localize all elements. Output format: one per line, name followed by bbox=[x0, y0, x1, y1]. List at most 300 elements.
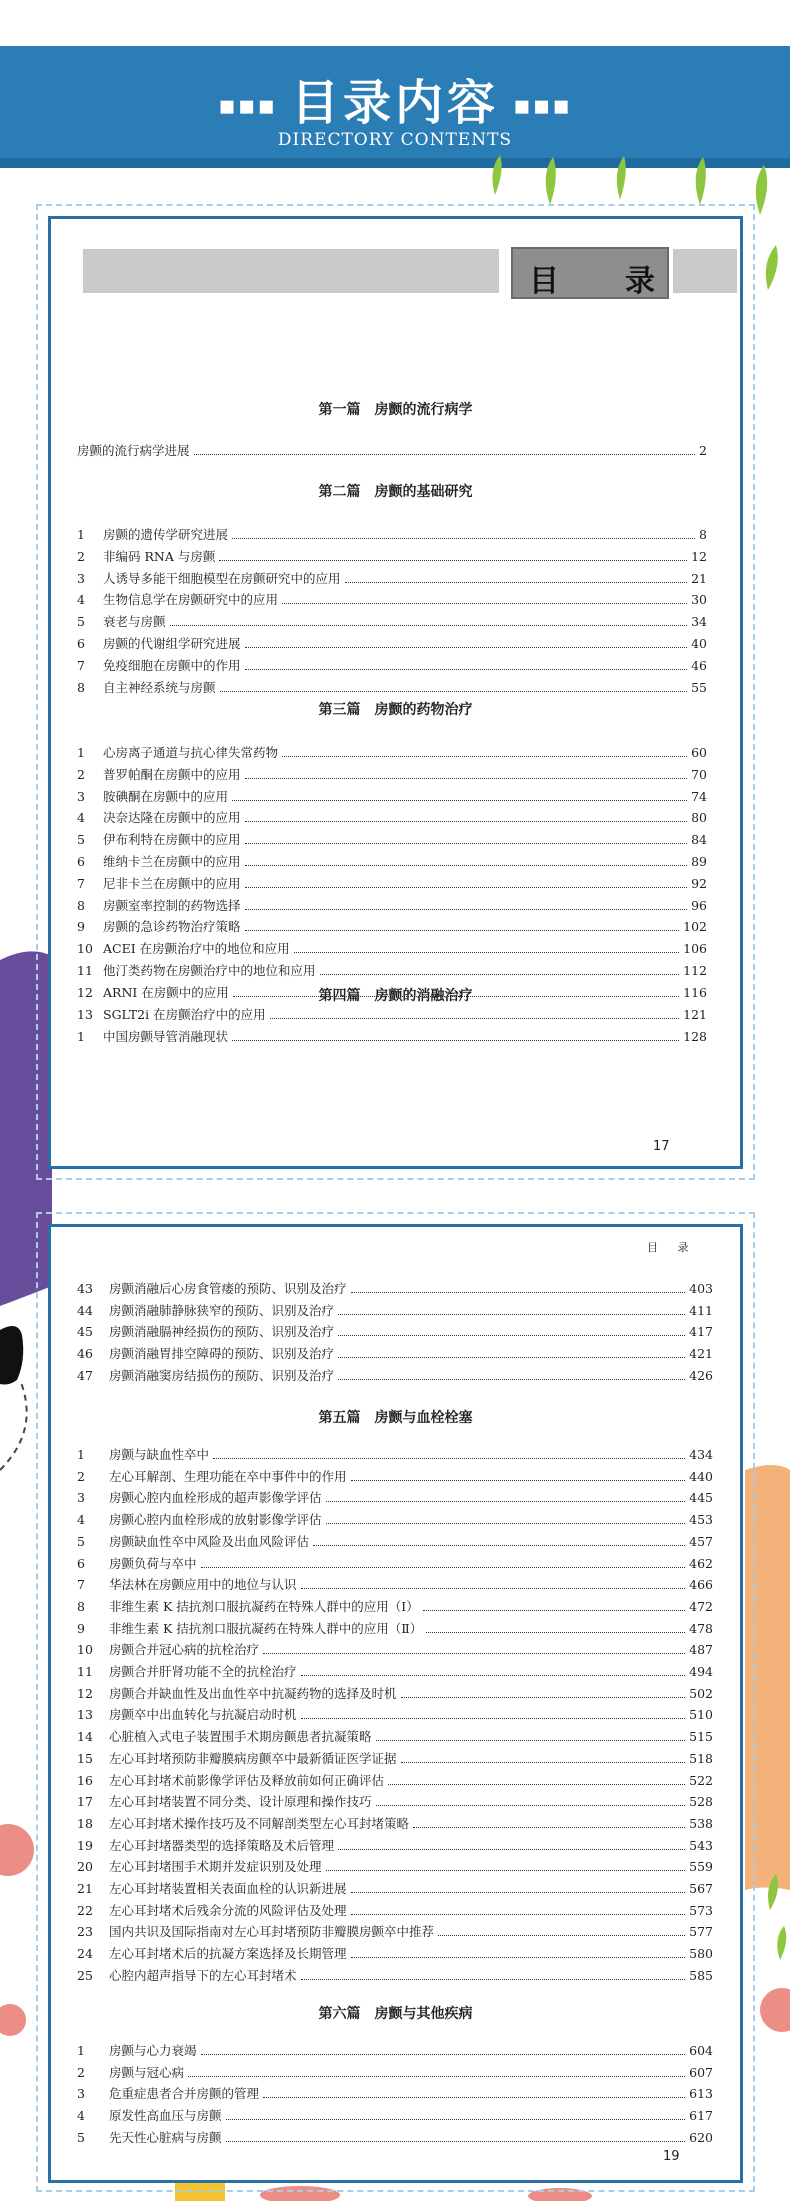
toc-entry[interactable] bbox=[77, 830, 707, 850]
dot-leader bbox=[320, 973, 680, 975]
entry-page: 89 bbox=[691, 854, 707, 869]
entry-page: 522 bbox=[689, 1772, 713, 1788]
entry-title: 房颤缺血性卒中风险及出血风险评估 bbox=[109, 1533, 310, 1549]
entry-number: 17 bbox=[77, 1794, 93, 1810]
dot-leader bbox=[338, 1334, 685, 1336]
entry-page: 457 bbox=[689, 1533, 713, 1549]
toc-entry[interactable] bbox=[77, 1005, 707, 1025]
toc-entry[interactable] bbox=[77, 917, 707, 937]
entry-page: 84 bbox=[691, 832, 707, 848]
dot-leader bbox=[226, 2118, 686, 2120]
entry-title: 房颤的急诊药物治疗策略 bbox=[103, 919, 241, 935]
toc-entry[interactable] bbox=[77, 2084, 713, 2104]
entry-number: 3 bbox=[77, 2086, 85, 2102]
dot-leader bbox=[351, 1956, 686, 1958]
entry-page: 487 bbox=[689, 1642, 713, 1658]
dot-leader bbox=[376, 1804, 686, 1806]
entry-page: 403 bbox=[689, 1281, 713, 1296]
entry-title: 房颤卒中出血转化与抗凝启动时机 bbox=[109, 1707, 297, 1723]
entry-number: 4 bbox=[77, 1512, 85, 1528]
dot-leader bbox=[245, 668, 688, 670]
entry-page: 518 bbox=[689, 1750, 713, 1766]
entry-page: 585 bbox=[689, 1967, 713, 1983]
toc-entry[interactable] bbox=[77, 1836, 713, 1856]
page-number: 17 bbox=[653, 1139, 670, 1154]
entry-title: 尼非卡兰在房颤中的应用 bbox=[103, 875, 241, 891]
toc-entry[interactable] bbox=[77, 1597, 713, 1617]
dot-leader bbox=[338, 1848, 685, 1850]
entry-page: 445 bbox=[689, 1490, 713, 1506]
toc-entry[interactable] bbox=[77, 1814, 713, 1834]
entry-number: 9 bbox=[77, 1620, 85, 1636]
entry-page: 607 bbox=[689, 2064, 713, 2080]
entry-page: 502 bbox=[689, 1685, 713, 1701]
toc-entry[interactable] bbox=[77, 1488, 713, 1508]
black-brush-decor bbox=[0, 1326, 23, 1385]
dot-leader bbox=[401, 1761, 686, 1763]
dot-leader bbox=[301, 1978, 686, 1980]
entry-page: 116 bbox=[683, 984, 707, 1000]
entry-number: 8 bbox=[77, 679, 85, 695]
entry-number: 18 bbox=[77, 1815, 93, 1831]
entry-title: 左心耳封堵装置相关表面血栓的认识新进展 bbox=[109, 1881, 347, 1896]
entry-title: ARNI 在房颤中的应用 bbox=[103, 984, 229, 1000]
entry-number: 15 bbox=[77, 1750, 93, 1766]
entry-number: 11 bbox=[77, 963, 93, 978]
entry-title: 心脏植入式电子装置围手术期房颤患者抗凝策略 bbox=[109, 1729, 372, 1745]
entry-page: 112 bbox=[683, 963, 707, 978]
entry-page: 543 bbox=[689, 1837, 713, 1853]
dot-leader bbox=[313, 1544, 685, 1546]
entry-title: 房颤合并缺血性及出血性卒中抗凝药物的选择及时机 bbox=[109, 1685, 397, 1701]
dot-leader bbox=[220, 690, 688, 692]
section-heading: 第四篇 房颤的消融治疗 bbox=[318, 988, 473, 1004]
toc-entry[interactable] bbox=[77, 1575, 713, 1595]
toc-entry[interactable] bbox=[77, 2106, 713, 2126]
entry-title: 非编码 RNA 与房颤 bbox=[103, 548, 216, 564]
dot-leader bbox=[232, 1039, 679, 1041]
entry-page: 472 bbox=[689, 1598, 713, 1614]
entry-number: 14 bbox=[77, 1729, 93, 1745]
entry-title: 房颤消融后心房食管瘘的预防、识别及治疗 bbox=[109, 1281, 347, 1296]
entry-number: 2 bbox=[77, 766, 85, 782]
toc-entry[interactable] bbox=[77, 1366, 713, 1386]
entry-title: 左心耳封堵术操作技巧及不同解剖类型左心耳封堵策略 bbox=[109, 1815, 410, 1831]
entry-page: 559 bbox=[689, 1859, 713, 1875]
toc-entry[interactable] bbox=[77, 1792, 713, 1812]
entry-page: 613 bbox=[689, 2086, 713, 2102]
dot-leader bbox=[282, 602, 687, 604]
toc-page-19 bbox=[48, 1224, 743, 2183]
entry-number: 12 bbox=[77, 1685, 93, 1701]
toc-entry[interactable] bbox=[77, 612, 707, 632]
entry-number: 8 bbox=[77, 1598, 85, 1614]
entry-page: 80 bbox=[691, 810, 707, 826]
entry-title: 房颤的遗传学研究进展 bbox=[103, 527, 229, 542]
section-heading: 第五篇 房颤与血栓栓塞 bbox=[318, 1410, 473, 1426]
entry-title: 心腔内超声指导下的左心耳封堵术 bbox=[109, 1967, 297, 1983]
entry-page: 604 bbox=[689, 2043, 713, 2058]
entry-title: 房颤消融肺静脉狭窄的预防、识别及治疗 bbox=[109, 1302, 335, 1318]
entry-page: 620 bbox=[689, 2129, 713, 2145]
dot-leader bbox=[263, 2096, 685, 2098]
entry-page: 55 bbox=[691, 679, 707, 695]
entry-title: 房颤消融膈神经损伤的预防、识别及治疗 bbox=[109, 1324, 335, 1340]
entry-number: 13 bbox=[77, 1006, 93, 1022]
dot-leader bbox=[301, 1674, 686, 1676]
entry-title: 自主神经系统与房颤 bbox=[103, 679, 216, 695]
entry-page: 34 bbox=[691, 614, 707, 630]
dot-leader bbox=[245, 908, 688, 910]
dot-leader bbox=[326, 1500, 686, 1502]
entry-title: 生物信息学在房颤研究中的应用 bbox=[103, 592, 279, 608]
entry-title: 国内共识及国际指南对左心耳封堵预防非瓣膜房颤卒中推荐 bbox=[109, 1924, 435, 1940]
entry-number: 20 bbox=[77, 1859, 93, 1875]
dot-leader bbox=[219, 559, 687, 561]
dot-leader bbox=[351, 1291, 686, 1293]
entry-page: 70 bbox=[691, 766, 707, 782]
dashed-line-decor bbox=[0, 1380, 27, 1470]
entry-title: 房颤与缺血性卒中 bbox=[109, 1447, 210, 1462]
entry-title: 非维生素 K 拮抗剂口服抗凝药在特殊人群中的应用（Ⅱ） bbox=[109, 1620, 423, 1636]
entry-title: 左心耳封堵器类型的选择策略及术后管理 bbox=[109, 1837, 335, 1853]
entry-title: 决奈达隆在房颤中的应用 bbox=[103, 810, 241, 826]
entry-number: 47 bbox=[77, 1367, 93, 1383]
toc-heading-right: 录 bbox=[625, 264, 655, 299]
entry-title: 胺碘酮在房颤中的应用 bbox=[103, 788, 229, 804]
dot-leader bbox=[338, 1313, 685, 1315]
toc-heading-left: 目 bbox=[529, 264, 559, 299]
toc-entry[interactable] bbox=[77, 1705, 713, 1725]
entry-page: 573 bbox=[689, 1902, 713, 1918]
entry-title: 危重症患者合并房颤的管理 bbox=[109, 2086, 260, 2102]
entry-title: 房颤的流行病学进展 bbox=[77, 443, 190, 458]
entry-page: 12 bbox=[691, 548, 707, 564]
dot-leader bbox=[338, 1378, 685, 1380]
entry-title: ACEI 在房颤治疗中的地位和应用 bbox=[103, 941, 290, 957]
entry-page: 434 bbox=[689, 1447, 713, 1462]
toc-entry[interactable] bbox=[77, 961, 707, 981]
dot-leader bbox=[423, 1609, 685, 1611]
toc-entry[interactable] bbox=[77, 590, 707, 610]
entry-page: 30 bbox=[691, 592, 707, 608]
dot-leader bbox=[232, 799, 687, 801]
toc-entry[interactable] bbox=[77, 1901, 713, 1921]
entry-title: 房颤与心力衰竭 bbox=[109, 2043, 197, 2058]
entry-page: 440 bbox=[689, 1468, 713, 1484]
dot-leader bbox=[194, 453, 696, 455]
toc-entry[interactable] bbox=[77, 2041, 713, 2061]
entry-number: 2 bbox=[77, 548, 85, 564]
section-heading: 第六篇 房颤与其他疾病 bbox=[318, 2006, 473, 2022]
toc-entry[interactable] bbox=[77, 1279, 713, 1299]
entry-page: 528 bbox=[689, 1794, 713, 1810]
entry-page: 128 bbox=[683, 1029, 707, 1044]
entry-page: 478 bbox=[689, 1620, 713, 1636]
toc-entry[interactable] bbox=[77, 852, 707, 872]
entry-number: 1 bbox=[77, 1447, 85, 1462]
entry-title: 心房离子通道与抗心律失常药物 bbox=[103, 745, 279, 760]
page-number: 19 bbox=[663, 2149, 680, 2164]
entry-page: 102 bbox=[683, 919, 707, 935]
dot-leader bbox=[263, 1652, 685, 1654]
toc-entry[interactable] bbox=[77, 765, 707, 785]
toc-entry[interactable] bbox=[77, 441, 707, 461]
entry-page: 92 bbox=[691, 875, 707, 891]
entry-title: 房颤与冠心病 bbox=[109, 2064, 185, 2080]
dot-leader bbox=[294, 951, 680, 953]
entry-page: 426 bbox=[689, 1367, 713, 1383]
title-dots-right: ▪▪▪ bbox=[513, 91, 572, 121]
dot-leader bbox=[245, 646, 688, 648]
entry-title: 他汀类药物在房颤治疗中的地位和应用 bbox=[103, 963, 316, 978]
toc-heading-box bbox=[511, 247, 669, 299]
toc-header-bar bbox=[83, 249, 499, 293]
dot-leader bbox=[376, 1739, 686, 1741]
toc-entry[interactable] bbox=[77, 787, 707, 807]
dot-leader bbox=[270, 1017, 680, 1019]
toc-entry[interactable] bbox=[77, 634, 707, 654]
entry-title: 左心耳封堵装置不同分类、设计原理和操作技巧 bbox=[109, 1794, 372, 1810]
dot-leader bbox=[401, 1696, 686, 1698]
dot-leader bbox=[170, 624, 688, 626]
entry-page: 46 bbox=[691, 657, 707, 673]
entry-number: 7 bbox=[77, 875, 85, 891]
entry-number: 1 bbox=[77, 1029, 85, 1044]
section-heading: 第二篇 房颤的基础研究 bbox=[318, 484, 473, 500]
toc-entry[interactable] bbox=[77, 1749, 713, 1769]
entry-page: 462 bbox=[689, 1555, 713, 1571]
entry-title: 房颤心腔内血栓形成的超声影像学评估 bbox=[109, 1490, 322, 1506]
entry-page: 421 bbox=[689, 1346, 713, 1362]
entry-page: 567 bbox=[689, 1881, 713, 1896]
entry-number: 24 bbox=[77, 1946, 93, 1962]
pink-dot-decor bbox=[0, 1824, 34, 1876]
entry-page: 577 bbox=[689, 1924, 713, 1940]
toc-entry[interactable] bbox=[77, 1879, 713, 1899]
entry-number: 7 bbox=[77, 657, 85, 673]
toc-entry[interactable] bbox=[77, 1966, 713, 1986]
entry-title: 左心耳封堵术后的抗凝方案选择及长期管理 bbox=[109, 1946, 347, 1962]
toc-entry[interactable] bbox=[77, 1510, 713, 1530]
dot-leader bbox=[326, 1869, 686, 1871]
dot-leader bbox=[201, 2053, 686, 2055]
entry-title: 房颤合并冠心病的抗栓治疗 bbox=[109, 1642, 260, 1658]
toc-entry[interactable] bbox=[77, 896, 707, 916]
entry-number: 10 bbox=[77, 941, 93, 957]
entry-title: 房颤负荷与卒中 bbox=[109, 1555, 197, 1571]
entry-number: 6 bbox=[77, 636, 85, 651]
dot-leader bbox=[282, 755, 687, 757]
dot-leader bbox=[301, 1717, 686, 1719]
toc-entry[interactable] bbox=[77, 2063, 713, 2083]
toc-entry[interactable] bbox=[77, 678, 707, 698]
pink-dot-decor bbox=[0, 2004, 26, 2036]
entry-title: 房颤消融胃排空障碍的预防、识别及治疗 bbox=[109, 1346, 335, 1362]
toc-entry[interactable] bbox=[77, 1640, 713, 1660]
entry-number: 11 bbox=[77, 1664, 93, 1679]
toc-entry[interactable] bbox=[77, 1922, 713, 1942]
entry-page: 106 bbox=[683, 941, 707, 957]
entry-title: 左心耳封堵预防非瓣膜病房颤卒中最新循证医学证据 bbox=[109, 1750, 397, 1766]
dot-leader bbox=[351, 1479, 686, 1481]
entry-number: 4 bbox=[77, 810, 85, 826]
toc-entry[interactable] bbox=[77, 1467, 713, 1487]
title-text: 目录内容 bbox=[290, 75, 499, 131]
entry-page: 494 bbox=[689, 1664, 713, 1679]
entry-number: 25 bbox=[77, 1967, 93, 1983]
page-subtitle: DIRECTORY CONTENTS bbox=[277, 130, 513, 150]
entry-number: 45 bbox=[77, 1324, 93, 1340]
toc-entry[interactable] bbox=[77, 1554, 713, 1574]
toc-entry[interactable] bbox=[77, 547, 707, 567]
entry-number: 13 bbox=[77, 1707, 93, 1723]
dot-leader bbox=[426, 1631, 685, 1633]
entry-title: 衰老与房颤 bbox=[103, 614, 166, 630]
entry-title: 左心耳封堵术前影像学评估及释放前如何正确评估 bbox=[109, 1772, 385, 1788]
entry-title: 房颤心腔内血栓形成的放射影像学评估 bbox=[109, 1512, 322, 1528]
entry-title: 左心耳封堵围手术期并发症识别及处理 bbox=[109, 1859, 322, 1875]
toc-entry[interactable] bbox=[77, 525, 707, 545]
entry-title: 中国房颤导管消融现状 bbox=[103, 1029, 229, 1044]
toc-entry[interactable] bbox=[77, 808, 707, 828]
toc-entry[interactable] bbox=[77, 1771, 713, 1791]
dot-leader bbox=[326, 1522, 686, 1524]
entry-number: 4 bbox=[77, 592, 85, 608]
toc-entry[interactable] bbox=[77, 1027, 707, 1047]
toc-entry[interactable] bbox=[77, 1727, 713, 1747]
entry-number: 10 bbox=[77, 1642, 93, 1658]
toc-entry[interactable] bbox=[77, 1944, 713, 1964]
entry-number: 7 bbox=[77, 1577, 85, 1593]
dot-leader bbox=[232, 537, 695, 539]
entry-page: 2 bbox=[699, 443, 707, 458]
entry-number: 3 bbox=[77, 570, 85, 586]
toc-entry[interactable] bbox=[77, 1857, 713, 1877]
entry-number: 21 bbox=[77, 1881, 93, 1896]
toc-entry[interactable] bbox=[77, 656, 707, 676]
toc-header-bar-right bbox=[673, 249, 737, 293]
entry-page: 40 bbox=[691, 636, 707, 651]
section-heading: 第三篇 房颤的药物治疗 bbox=[318, 702, 473, 718]
entry-number: 5 bbox=[77, 614, 85, 630]
running-head: 目 录 bbox=[647, 1241, 697, 1254]
dot-leader bbox=[226, 2140, 686, 2142]
entry-title: 免疫细胞在房颤中的作用 bbox=[103, 657, 241, 673]
entry-number: 23 bbox=[77, 1924, 93, 1940]
dot-leader bbox=[413, 1826, 685, 1828]
entry-page: 21 bbox=[691, 570, 707, 586]
pink-dot-decor bbox=[760, 1988, 790, 2032]
entry-page: 121 bbox=[683, 1006, 707, 1022]
entry-number: 6 bbox=[77, 1555, 85, 1571]
toc-entry[interactable] bbox=[77, 1684, 713, 1704]
dot-leader bbox=[245, 820, 688, 822]
entry-number: 46 bbox=[77, 1346, 93, 1362]
entry-number: 6 bbox=[77, 854, 85, 869]
entry-title: 人诱导多能干细胞模型在房颤研究中的应用 bbox=[103, 570, 341, 586]
toc-entry[interactable] bbox=[77, 743, 707, 763]
dot-leader bbox=[245, 929, 680, 931]
entry-number: 1 bbox=[77, 2043, 85, 2058]
dot-leader bbox=[245, 886, 688, 888]
entry-page: 8 bbox=[699, 527, 707, 542]
entry-page: 60 bbox=[691, 745, 707, 760]
entry-title: 维纳卡兰在房颤中的应用 bbox=[103, 854, 241, 869]
entry-number: 5 bbox=[77, 1533, 85, 1549]
entry-number: 2 bbox=[77, 1468, 85, 1484]
dot-leader bbox=[351, 1913, 686, 1915]
entry-number: 4 bbox=[77, 2108, 85, 2124]
entry-page: 411 bbox=[689, 1302, 713, 1318]
entry-title: 左心耳封堵术后残余分流的风险评估及处理 bbox=[109, 1902, 347, 1918]
section-heading: 第一篇 房颤的流行病学 bbox=[318, 402, 473, 418]
entry-page: 538 bbox=[689, 1815, 713, 1831]
entry-title: 非维生素 K 拮抗剂口服抗凝药在特殊人群中的应用（Ⅰ） bbox=[109, 1598, 419, 1614]
entry-title: 左心耳解剖、生理功能在卒中事件中的作用 bbox=[109, 1468, 347, 1484]
toc-entry[interactable] bbox=[77, 1532, 713, 1552]
dot-leader bbox=[188, 2075, 685, 2077]
toc-entry[interactable] bbox=[77, 2128, 713, 2148]
entry-page: 617 bbox=[689, 2108, 713, 2124]
toc-entry[interactable] bbox=[77, 874, 707, 894]
entry-title: SGLT2i 在房颤治疗中的应用 bbox=[103, 1006, 266, 1022]
entry-title: 原发性高血压与房颤 bbox=[109, 2108, 222, 2124]
entry-number: 5 bbox=[77, 2129, 85, 2145]
dot-leader bbox=[388, 1783, 685, 1785]
entry-page: 417 bbox=[689, 1324, 713, 1340]
entry-title: 房颤消融窦房结损伤的预防、识别及治疗 bbox=[109, 1367, 335, 1383]
toc-entry[interactable] bbox=[77, 1445, 713, 1465]
entry-number: 3 bbox=[77, 1490, 85, 1506]
dot-leader bbox=[213, 1457, 685, 1459]
entry-title: 普罗帕酮在房颤中的应用 bbox=[103, 766, 241, 782]
toc-entry[interactable] bbox=[77, 1322, 713, 1342]
dot-leader bbox=[245, 777, 688, 779]
toc-entry[interactable] bbox=[77, 1301, 713, 1321]
entry-number: 44 bbox=[77, 1302, 93, 1318]
dot-leader bbox=[438, 1934, 685, 1936]
entry-title: 先天性心脏病与房颤 bbox=[109, 2129, 222, 2145]
toc-entry[interactable] bbox=[77, 1344, 713, 1364]
entry-title: 房颤室率控制的药物选择 bbox=[103, 897, 241, 913]
dot-leader bbox=[338, 1356, 685, 1358]
dot-leader bbox=[301, 1587, 686, 1589]
entry-number: 22 bbox=[77, 1902, 93, 1918]
entry-number: 19 bbox=[77, 1837, 93, 1853]
toc-entry[interactable] bbox=[77, 1619, 713, 1639]
toc-entry[interactable] bbox=[77, 1662, 713, 1682]
title-dots-left: ▪▪▪ bbox=[218, 91, 277, 121]
entry-number: 16 bbox=[77, 1772, 93, 1788]
toc-entry[interactable] bbox=[77, 939, 707, 959]
entry-number: 5 bbox=[77, 832, 85, 848]
dot-leader bbox=[245, 842, 688, 844]
entry-number: 1 bbox=[77, 745, 85, 760]
entry-number: 3 bbox=[77, 788, 85, 804]
dot-leader bbox=[201, 1566, 686, 1568]
entry-page: 515 bbox=[689, 1729, 713, 1745]
dot-leader bbox=[245, 864, 688, 866]
toc-page-17 bbox=[48, 216, 743, 1169]
entry-number: 9 bbox=[77, 919, 85, 935]
entry-page: 74 bbox=[691, 788, 707, 804]
entry-page: 510 bbox=[689, 1707, 713, 1723]
entry-title: 房颤合并肝肾功能不全的抗栓治疗 bbox=[109, 1664, 297, 1679]
entry-title: 伊布利特在房颤中的应用 bbox=[103, 832, 241, 848]
entry-title: 房颤的代谢组学研究进展 bbox=[103, 636, 241, 651]
toc-entry[interactable] bbox=[77, 569, 707, 589]
